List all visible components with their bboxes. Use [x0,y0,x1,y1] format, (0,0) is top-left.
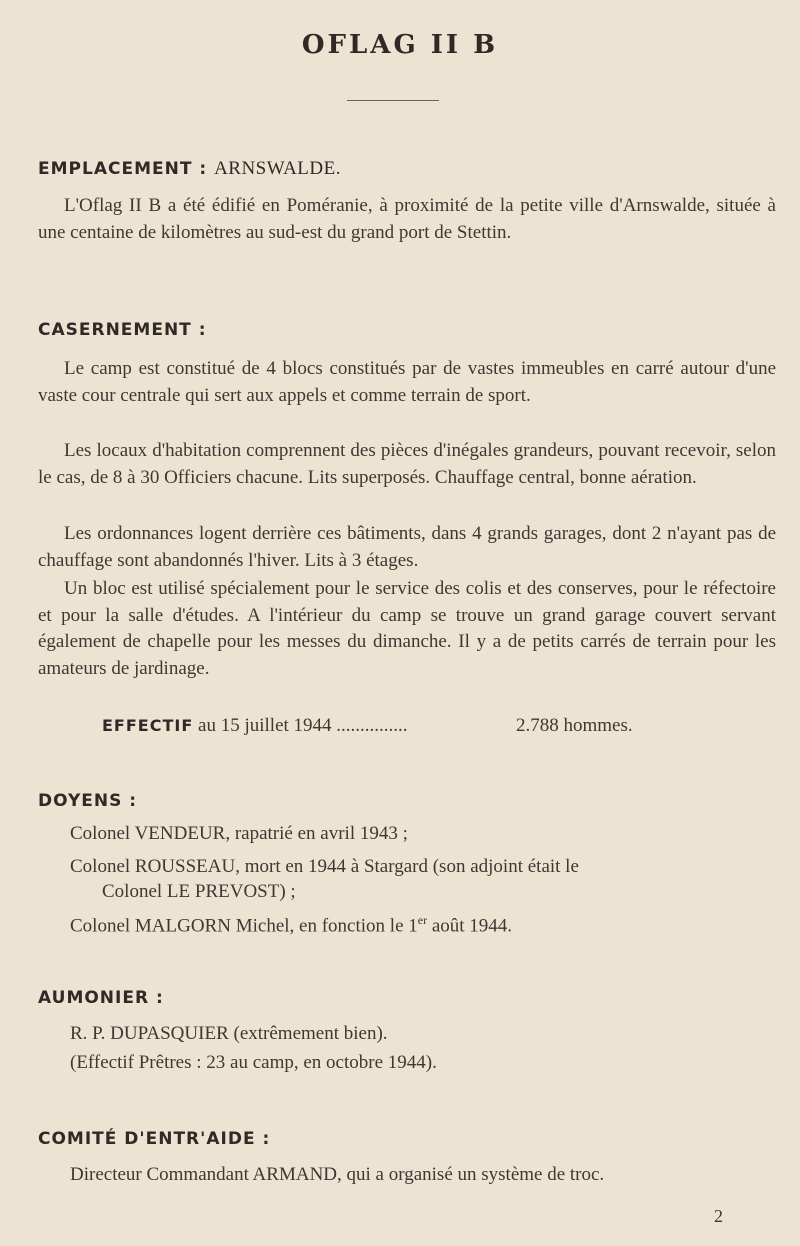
emplacement-heading-label: EMPLACEMENT : [38,159,208,179]
doyens-line-1: Colonel VENDEUR, rapatrié en avril 1943 ; [70,823,408,844]
doyens-line-4-end: août 1944. [427,915,513,937]
casernement-text-3: Les ordonnances logent derrière ces bâtiments, dans 4 grands garages, dont 2 n'ayant pas de chauffage sont abandonnés l'hiver. Lits à 3 étages. [38,523,776,571]
aumonier-line-2: (Effectif Prêtres : 23 au camp, en octobre 1944). [70,1052,437,1073]
emplacement-text: L'Oflag II B a été édifié en Poméranie, à proximité de la petite ville d'Arnswalde, située à une centaine de kilomètres au sud-est du grand port de Stettin. [38,195,776,243]
effectif-line [102,715,633,737]
effectif-date: au 15 juillet 1944 ............... [198,715,408,736]
doyens-line-2: Colonel ROUSSEAU, mort en 1944 à Stargard (son adjoint était le [70,856,579,877]
aumonier-line-1: R. P. DUPASQUIER (extrêmement bien). [70,1023,388,1044]
doyens-line-4-sup: er [417,913,428,927]
doyens-heading: DOYENS : [38,791,138,811]
emplacement-heading [38,158,341,180]
casernement-paragraph-3 [38,521,776,574]
title-divider [347,100,439,101]
casernement-paragraph-2 [38,438,776,491]
effectif-label: EFFECTIF [102,716,194,735]
page-title: OFLAG II B [301,30,499,60]
casernement-text-1: Le camp est constitué de 4 blocs constitués par de vastes immeubles en carré autour d'une vaste cour centrale qui sert aux appels et comme terrain de sport. [38,358,776,406]
doyens-line-3: Colonel LE PREVOST) ; [102,881,296,902]
emplacement-value: ARNSWALDE. [214,158,341,179]
comite-heading: COMITÉ D'ENTR'AIDE : [38,1129,271,1149]
doyens-line-4 [70,913,512,937]
casernement-heading: CASERNEMENT : [38,320,207,340]
comite-text: Directeur Commandant ARMAND, qui a organisé un système de troc. [70,1164,605,1185]
casernement-text-2: Les locaux d'habitation comprennent des pièces d'inégales grandeurs, pouvant recevoir, selon le cas, de 8 à 30 Officiers chacune. Lits superposés. Chauffage central, bonne aération. [38,440,776,488]
emplacement-paragraph [38,193,776,246]
effectif-value: 2.788 hommes. [516,715,633,736]
casernement-paragraph-1 [38,356,776,409]
doyens-line-4-text: Colonel MALGORN Michel, en fonction le 1 [70,915,418,937]
casernement-paragraph-4 [38,576,776,682]
page-number: 2 [714,1206,723,1226]
aumonier-heading: AUMONIER : [38,988,164,1008]
casernement-text-4: Un bloc est utilisé spécialement pour le service des colis et des conserves, pour le réfectoire et pour la salle d'études. A l'intérieur du camp se trouve un grand garage couvert servant également de chapelle pour les messes du dimanche. Il y a de petits carrés de terrain pour les amateurs de jardinage. [38,578,776,679]
